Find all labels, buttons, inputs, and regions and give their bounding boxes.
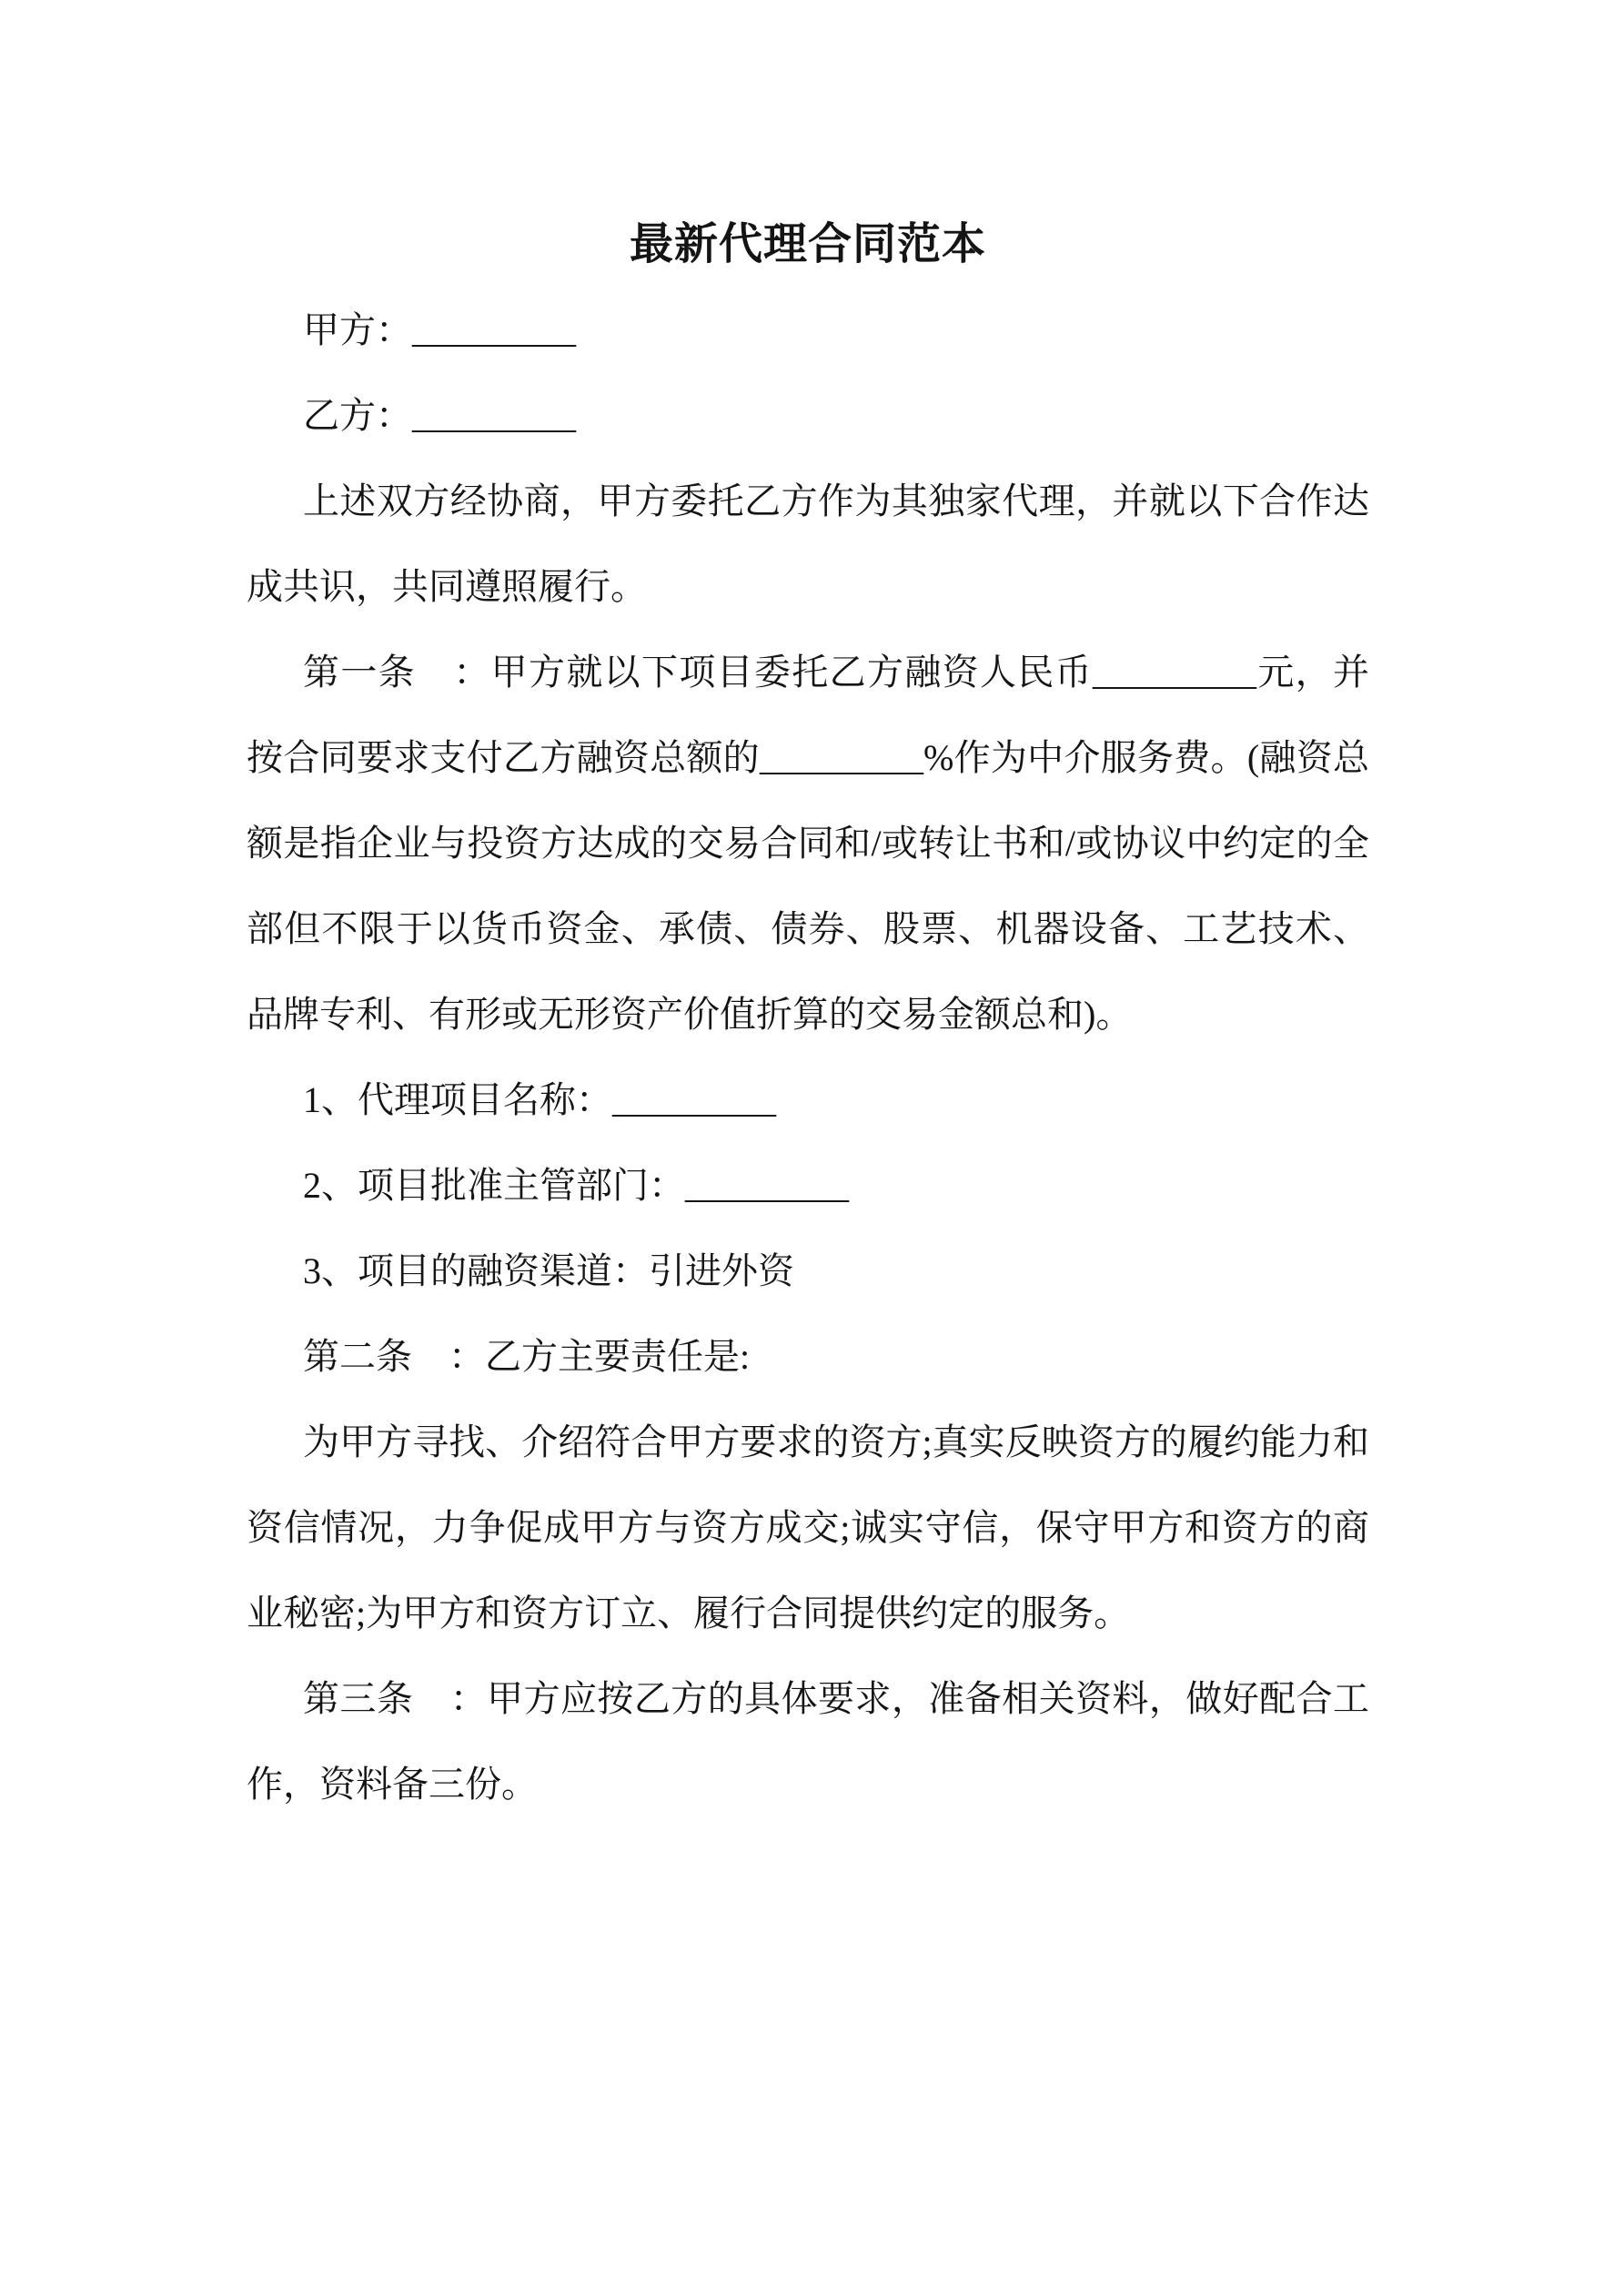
list-item-1: 1、代理项目名称：_________ (303, 1079, 776, 1120)
list-item-2: 2、项目批准主管部门：_________ (303, 1165, 849, 1206)
article-2-heading: 第二条 ：乙方主要责任是: (303, 1336, 751, 1377)
contract-body (247, 202, 1369, 1827)
preamble-paragraph: 上述双方经协商，甲方委托乙方作为其独家代理，并就以下合作达成共识，共同遵照履行。 (247, 480, 1369, 607)
party-b-line: 乙方：_________ (303, 395, 576, 436)
list-item-3: 3、项目的融资渠道：引进外资 (303, 1250, 794, 1291)
article-3-paragraph: 第三条 ：甲方应按乙方的具体要求，准备相关资料，做好配合工作，资料备三份。 (247, 1678, 1369, 1805)
article-1-paragraph: 第一条 ：甲方就以下项目委托乙方融资人民币_________元，并按合同要求支付乙方融资总额的_________%作为中介服务费。(融资总额是指企业与投资方达成的交易合同和/或转让书和/或协议中约定的全部但不限于以货币资金、承债、债券、股票、机器设备、工艺技术、品牌专利、有形或无形资产价值折算的交易金额总和)。 (247, 652, 1369, 1035)
document-title: 最新代理合同范本 (629, 220, 986, 268)
party-a-line: 甲方：_________ (303, 309, 576, 350)
article-2-paragraph: 为甲方寻找、介绍符合甲方要求的资方;真实反映资方的履约能力和资信情况，力争促成甲方与资方成交;诚实守信，保守甲方和资方的商业秘密;为甲方和资方订立、履行合同提供约定的服务。 (247, 1421, 1369, 1633)
